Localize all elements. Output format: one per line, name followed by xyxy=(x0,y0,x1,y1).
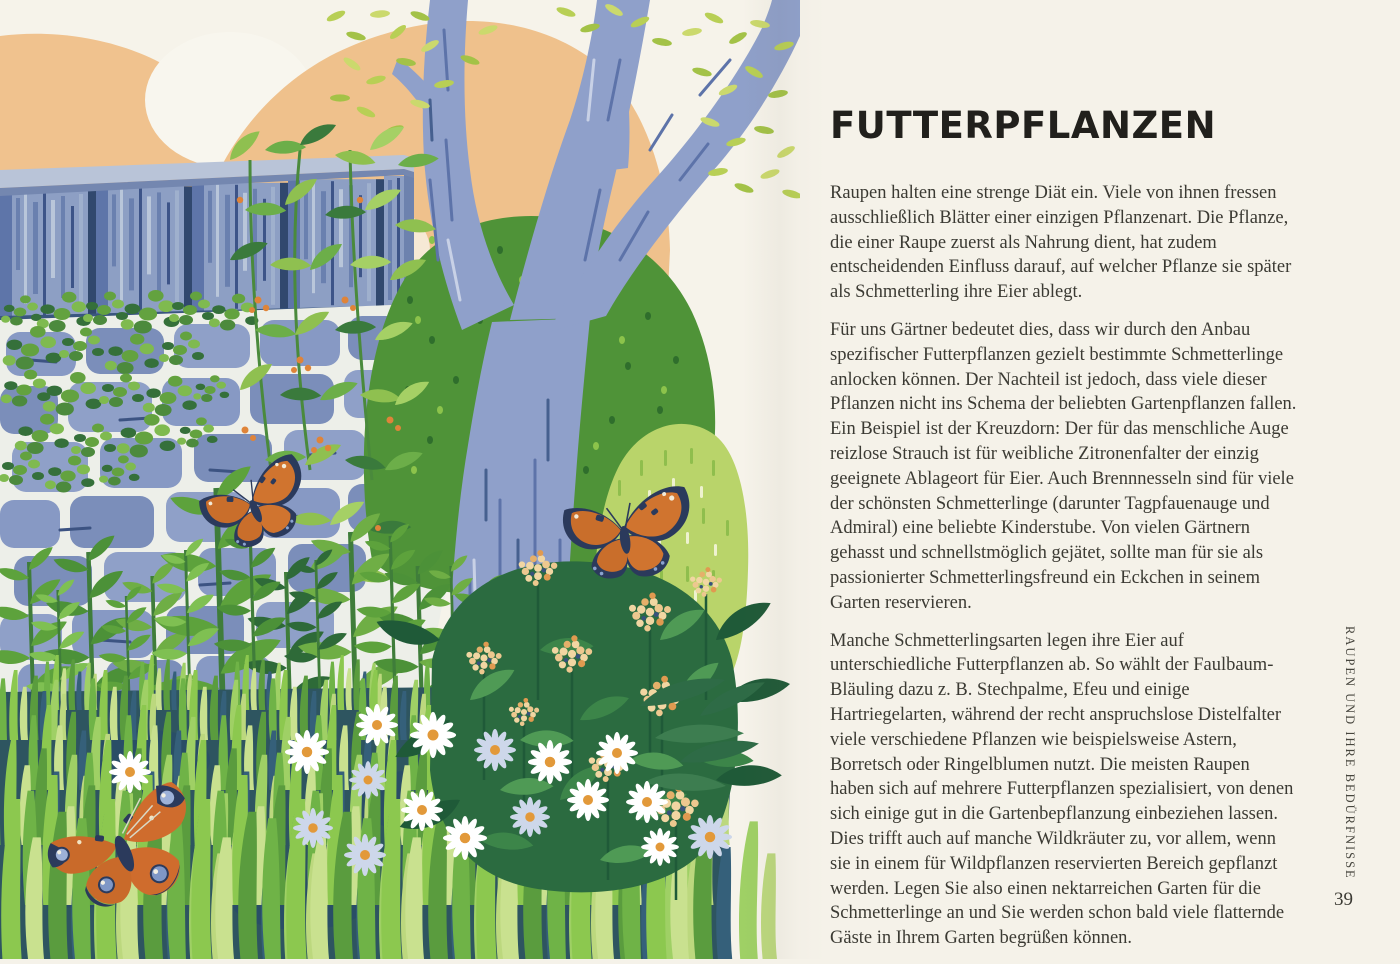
paragraph-2: Für uns Gärtner bedeutet dies, dass wir durch den Anbau spezifischer Futterpflanzen gezielt bestimmte Schmetterlinge anlocken können. Der Nachteil ist jedoch, dass viele dieser Pflanzen nicht ins Schema der beliebten Gartenpflanzen fallen. Ein Beispiel ist der Kreuzdorn: Der für das menschliche Auge reizlose Strauch ist für weibliche Zitronenfalter der einzig geeignete Ablageort für Eier. Auch Brennnesseln sind für viele der schönsten Schmetterlinge (darunter Tagpfauenauge und Admiral) eine beliebte Kinderstube. Von vielen Gärtnern gehasst und schnellstmöglich gejätet, sollte man für sie als passionierter Schmetterlingsfreund ein Eckchen in seinem Garten reservieren. xyxy=(830,319,1297,613)
chapter-sidebar-label: RAUPEN UND IHRE BEDÜRFNISSE xyxy=(1343,626,1357,880)
text-page xyxy=(830,0,1400,959)
page-number: 39 xyxy=(1334,889,1353,910)
paragraph-1: Raupen halten eine strenge Diät ein. Viele von ihnen fressen ausschließlich Blätter einer einzigen Pflanzenart. Die Pflanze, die einer Raupe zuerst als Nahrung dient, hat zudem entscheidenden Einfluss darauf, auf welcher Pflanze sie später als Schmetterling ihre Eier ablegt. xyxy=(830,183,1292,303)
page-title: FUTTERPFLANZEN xyxy=(830,104,1217,147)
paragraph-3: Manche Schmetterlingsarten legen ihre Eier auf unterschiedliche Futterpflanzen ab. So wählt der Faulbaum-Bläuling dazu z. B. Stechpalme, Efeu und einige Hartriegelarten, während der recht anspruchslose Distelfalter viele verschiedene Pflanzen wie beispielsweise Astern, Borretsch oder Ringelblumen nutzt. Die meisten Raupen haben sich auf mehrere Futterpflanzen spezialisiert, von denen sich einige gut in die Gartenbepflanzung einbeziehen lassen. Dies trifft auch auf manche Wildkräuter zu, vor allem, wenn sie in einem für Wildpflanzen reservierten Bereich gepflanzt werden. Legen Sie also einen nektarreichen Garten für die Schmetterlinge an und Sie werden schon bald viele flatternde Gäste in Ihrem Garten begrüßen können. xyxy=(830,630,1294,949)
body-text xyxy=(830,181,1298,964)
